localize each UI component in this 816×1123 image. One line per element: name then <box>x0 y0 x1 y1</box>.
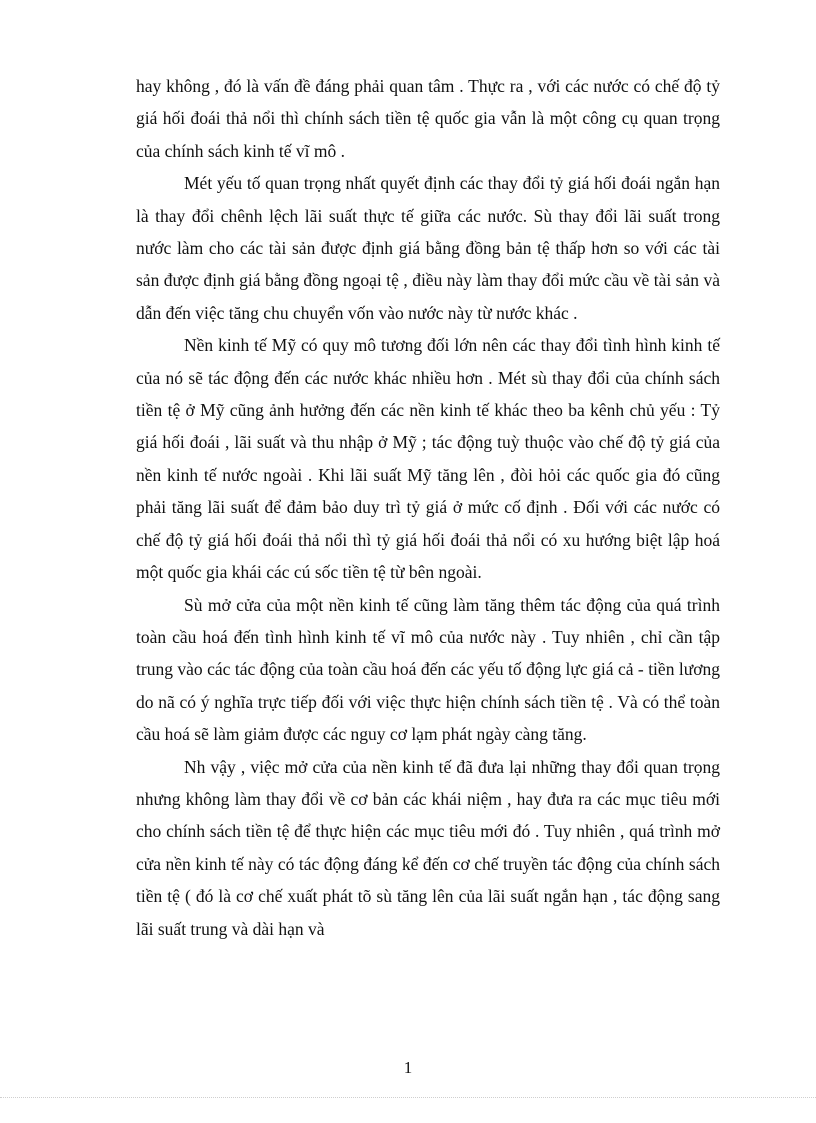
document-body <box>136 70 720 945</box>
paragraph-4: Sù mở cửa của một nền kinh tế cũng làm tăng thêm tác động của quá trình toàn cầu hoá đến tình hình kinh tế vĩ mô của nước này . Tuy nhiên , chỉ cần tập trung vào các tác động của toàn cầu hoá đến các yếu tố động lực giá cả - tiền lương do nã có ý nghĩa trực tiếp đối với việc thực hiện chính sách tiền tệ . Và có thể toàn cầu hoá sẽ làm giảm được các nguy cơ lạm phát ngày càng tăng. <box>136 594 720 745</box>
page-number: 1 <box>403 1058 413 1077</box>
paragraph-1: hay không , đó là vấn đề đáng phải quan tâm . Thực ra , với các nước có chế độ tỷ giá hối đoái thả nổi thì chính sách tiền tệ quốc gia vẫn là một công cụ quan trọng của chính sách kinh tế vĩ mô . <box>136 76 720 161</box>
paragraph-3: Nền kinh tế Mỹ có quy mô tương đối lớn nên các thay đổi tình hình kinh tế của nó sẽ tác động đến các nước khác nhiều hơn . Mét sù thay đổi của chính sách tiền tệ ở Mỹ cũng ảnh hưởng đến các nền kinh tế khác theo ba kênh chủ yếu : Tỷ giá hối đoái , lãi suất và thu nhập ở Mỹ ; tác động tuỳ thuộc vào chế độ tỷ giá của nền kinh tế nước ngoài . Khi lãi suất Mỹ tăng lên , đòi hỏi các quốc gia đó cũng phải tăng lãi suất để đảm bảo duy trì tỷ giá ở mức cố định . Đối với các nước có chế độ tỷ giá hối đoái thả nổi thì tỷ giá hối đoái thả nổi có xu hướng biệt lập hoá một quốc gia khái các cú sốc tiền tệ từ bên ngoài. <box>136 335 720 583</box>
paragraph-5: Nh vậy , việc mở cửa của nền kinh tế đã đưa lại những thay đổi quan trọng nhưng không làm thay đổi về cơ bản các khái niệm , hay đưa ra các mục tiêu mới cho chính sách tiền tệ để thực hiện các mục tiêu mới đó . Tuy nhiên , quá trình mở cửa nền kinh tế này có tác động đáng kể đến cơ chế truyền tác động của chính sách tiền tệ ( đó là cơ chế xuất phát tõ sù tăng lên của lãi suất ngắn hạn , tác động sang lãi suất trung và dài hạn và <box>136 756 720 939</box>
paragraph-2: Mét yếu tố quan trọng nhất quyết định các thay đổi tỷ giá hối đoái ngắn hạn là thay đổi chênh lệch lãi suất thực tế giữa các nước. Sù thay đổi lãi suất trong nước làm cho các tài sản được định giá bằng đồng bản tệ thấp hơn so với các tài sản được định giá bằng đồng ngoại tệ , điều này làm thay đổi mức cầu về tài sản và dẫn đến việc tăng chu chuyển vốn vào nước này từ nước khác . <box>136 173 720 323</box>
page-bottom-divider <box>0 1097 816 1098</box>
